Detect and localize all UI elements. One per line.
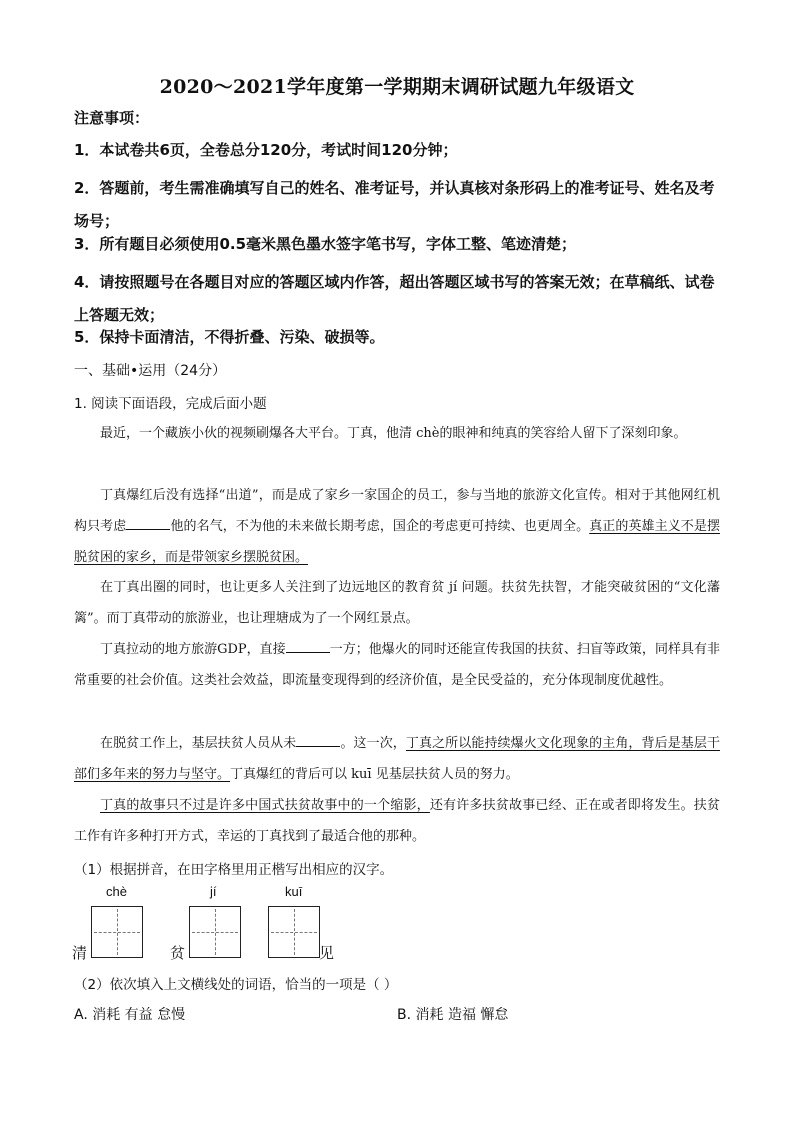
passage-text: 在脱贫工作上，基层扶贫人员从未: [100, 736, 297, 751]
writing-grid-2[interactable]: [189, 906, 241, 958]
passage-text: 还有许多扶贫故事已经、正在或者即将发生。扶贫工作有许多种打开方式，幸运的丁真找到了最适合他的那种。: [74, 798, 720, 844]
grid-context-char-2: 贫: [170, 944, 186, 962]
passage-text: 丁真爆红的背后可以 kuī 见基层扶贫人员的努力。: [230, 767, 519, 782]
sub-question-2: （2）依次填入上文横线处的词语，恰当的一项是（ ）: [74, 977, 398, 993]
exam-title: 2020～2021学年度第一学期期末调研试题九年级语文: [159, 76, 635, 98]
underlined-sentence-2: 丁真之所以能持续爆火文化现象的主角，背后是基层干部们多年来的努力与坚守。: [74, 736, 720, 782]
passage-text: 一方；他爆火的同时还能宣传我国的扶贫、扫盲等政策，同样具有非常重要的社会价值。这类社会效益，即流量变现得到的经济价值，是全民受益的，充分体现制度优越性。: [74, 642, 720, 688]
notice-item-1: 1．本试卷共6页，全卷总分120分，考试时间120分钟；: [74, 141, 458, 159]
pinyin-1: chè: [106, 884, 127, 899]
pinyin-2: jí: [210, 884, 217, 899]
pinyin-3: kuī: [285, 884, 303, 899]
passage-paragraph-5: [74, 728, 720, 790]
section-heading: 一、基础•运用（24分）: [74, 363, 227, 379]
notice-item-3: 3．所有题目必须使用0.5毫米黑色墨水签字笔书写，字体工整、笔迹清楚；: [74, 235, 577, 253]
passage-paragraph-6: [74, 790, 720, 852]
passage-text: 丁真爆红后没有选择“出道”，而是成了家乡一家国企的员工，参与当地的旅游文化宣传。相对于其他网红机构只考虑: [74, 488, 720, 534]
notice-item-2: 2．答题前，考生需准确填写自己的姓名、准考证号，并认真核对条形码上的准考证号、姓名及考场号；: [74, 179, 715, 230]
notice-item-4: 4．请按照题号在各题目对应的答题区域内作答，超出答题区域书写的答案无效；在草稿纸、试卷上答题无效；: [74, 273, 715, 324]
notice-heading: 注意事项：: [74, 109, 150, 127]
grid-context-char-3: 见: [319, 944, 335, 962]
fill-blank-2: [286, 638, 330, 653]
passage-text: 丁真拉动的地方旅游GDP，直接: [100, 642, 286, 657]
fill-blank-1: [126, 515, 170, 530]
sub-question-1: （1）根据拼音，在田字格里用正楷写出相应的汉字。: [74, 862, 394, 878]
notice-item-5: 5．保持卡面清洁，不得折叠、污染、破损等。: [74, 328, 385, 346]
option-b[interactable]: B. 消耗 造福 懈怠: [397, 1007, 509, 1023]
passage-paragraph-1: 最近，一个藏族小伙的视频刷爆各大平台。丁真，他清 chè的眼神和纯真的笑容给人留下了深刻印象。: [100, 426, 687, 441]
grid-context-char-1: 清: [72, 944, 88, 962]
passage-text: 。这一次，: [340, 736, 406, 751]
writing-grid-3[interactable]: [268, 906, 320, 958]
writing-grid-1[interactable]: [91, 906, 143, 958]
underlined-sentence-3: 丁真的故事只不过是许多中国式扶贫故事中的一个缩影，: [100, 798, 430, 813]
option-a[interactable]: A. 消耗 有益 怠慢: [74, 1007, 186, 1023]
passage-paragraph-4: [74, 634, 720, 696]
passage-paragraph-2: [74, 480, 720, 573]
underlined-sentence-1: 真正的英雄主义不是摆脱贫困的家乡，而是带领家乡摆脱贫困。: [74, 519, 720, 565]
passage-text: 他的名气，不为他的未来做长期考虑，国企的考虑更可持续、也更周全。: [170, 519, 590, 534]
passage-paragraph-3: 在丁真出圈的同时，也让更多人关注到了边远地区的教育贫 jí 问题。扶贫先扶智，才能突破贫困的“文化藩篱”。而丁真带动的旅游业，也让理塘成为了一个网红景点。: [74, 580, 720, 626]
fill-blank-3: [296, 732, 340, 747]
question-1-prompt: 1. 阅读下面语段，完成后面小题: [74, 396, 267, 412]
